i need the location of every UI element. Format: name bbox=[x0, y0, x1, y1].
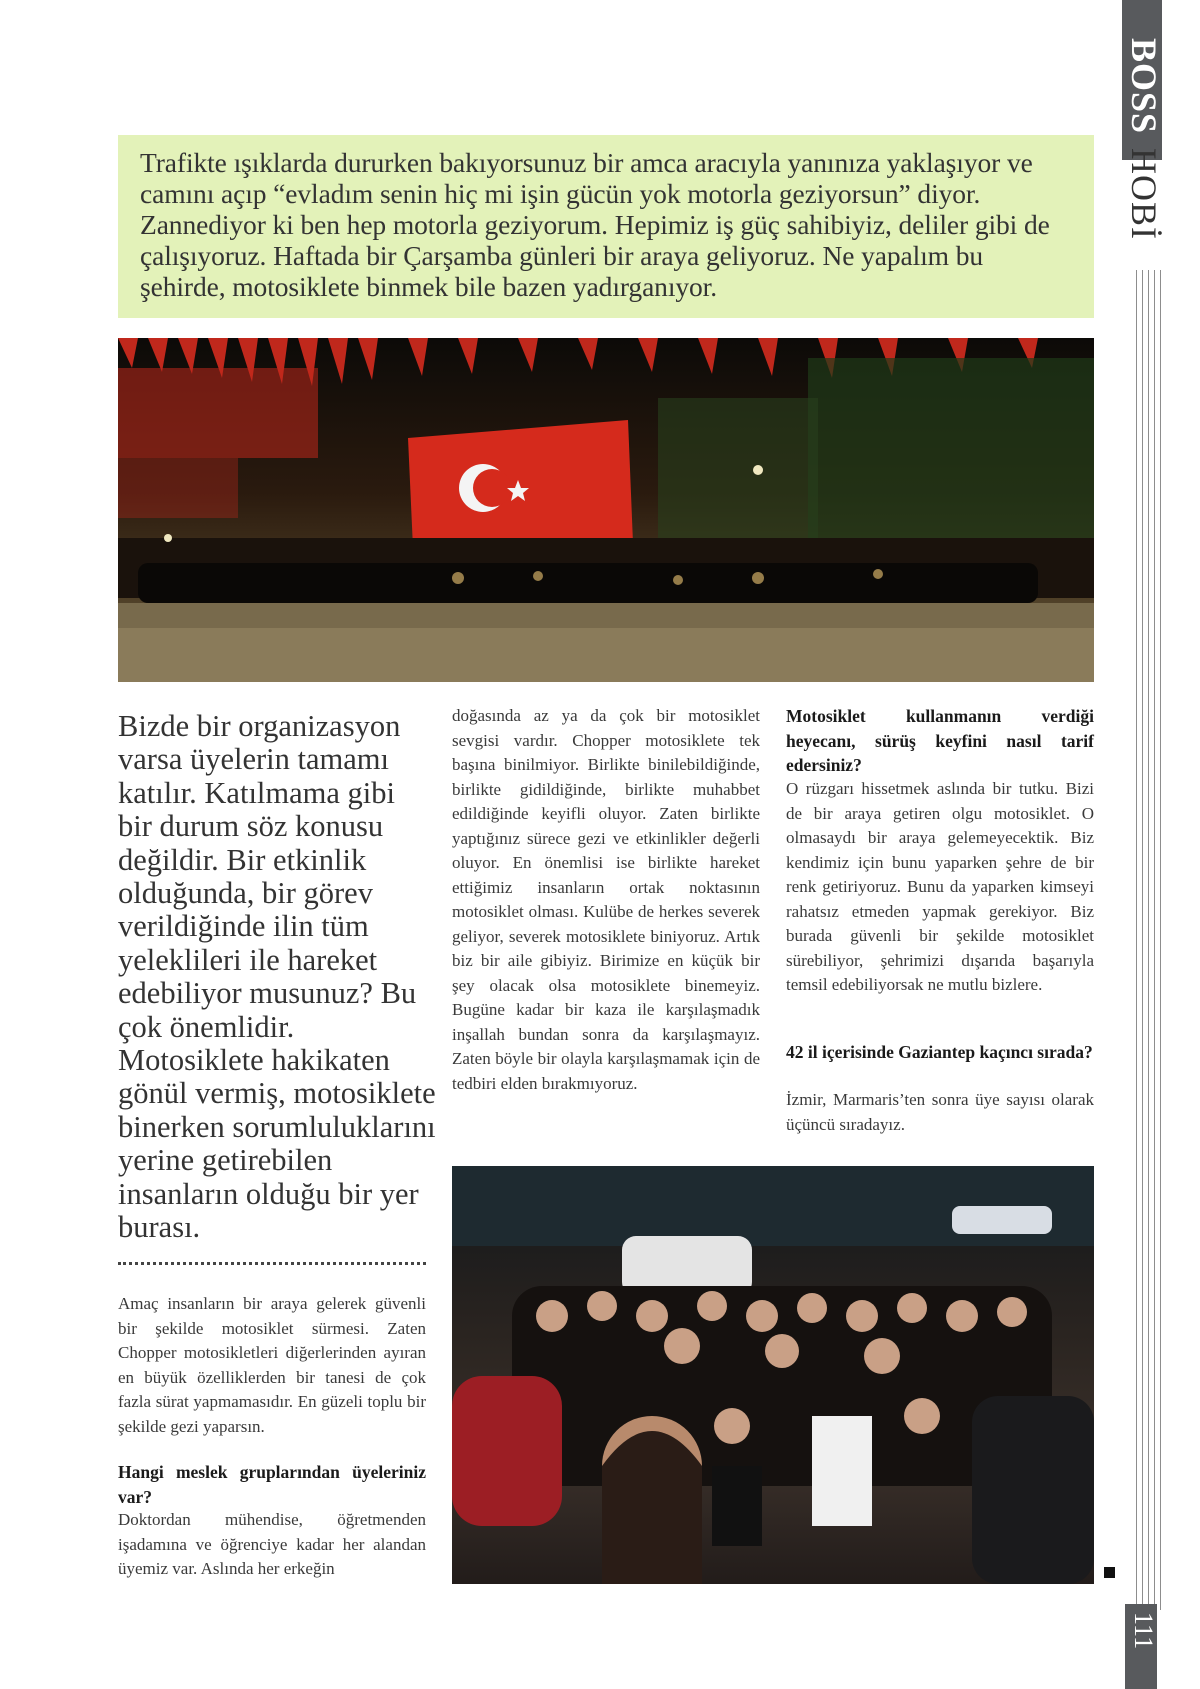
highlight-quote-text: Trafikte ışıklarda dururken bakıyorsunuz bir amca aracıyla yanınıza yaklaşıyor ve camını açıp “evladım senin hiç mi işin gücün yok motorla geziyorsun” diyor. Zannediyor ki ben hep motorla geziyorum. Hepimiz iş güç sahibiyiz, deliler gibi de çalışıyoruz. Haftada bir Çarşamba günleri bir araya geliyoruz. Ne yapalım bu şehirde, motosiklete binmek bile bazen yadırganıyor. bbox=[140, 147, 1050, 302]
brand-name: BOSS bbox=[1124, 38, 1164, 135]
column1-intro: Amaç insanların bir araya gelerek güvenli bir şekilde motosiklet sürmesi. Zaten Chopper motosikletleri diğerlerinden ayıran en büyük özelliklerden bir tanesi de çok fazla sürat yapmamasıdır. En güzeli toplu bir şekilde gezi yaparsın. bbox=[118, 1294, 426, 1436]
column1-answer: Doktordan mühendise, öğretmenden işadamına ve öğrenciye kadar her alandan üyemiz var. Aslında her erkeğin bbox=[118, 1510, 426, 1578]
highlight-quote-box bbox=[118, 135, 1094, 318]
dotted-divider bbox=[118, 1262, 426, 1265]
page-number: 111 bbox=[1129, 1612, 1158, 1650]
column3-question-1: Motosiklet kullanmanın verdiği heyecanı, sürüş keyfini nasıl tarif edersiniz? bbox=[786, 706, 1094, 775]
end-mark bbox=[1104, 1567, 1115, 1578]
sidebar-brand bbox=[1121, 38, 1165, 278]
column1-question: Hangi meslek gruplarından üyeleriniz var? bbox=[118, 1462, 426, 1507]
column3-answer-2: İzmir, Marmaris’ten sonra üye sayısı olarak üçüncü sıradayız. bbox=[786, 1090, 1094, 1134]
column3-answer-1: O rüzgarı hissetmek aslında bir tutku. Bizi de bir araya getiren olgu motosiklet. O olmasaydı bir araya gelemeyecektik. Biz kendimiz için bunu yaparken şehre de bir renk getiriyoruz. Bunu da yaparken kimseyi rahatsız etmeden yapmak gerekiyor. Biz burada güvenli bir şekilde motosiklet sürebiliyor, şehrimizi dışarıda başarıyla temsil edebiliyorsak ne mutlu bizlere. bbox=[786, 779, 1094, 994]
column2-text: doğasında az ya da çok bir motosiklet sevgisi vardır. Chopper motosiklete tek başına binilmiyor. Birlikte binilebildiğinde, birlikte gidildiğinde, birlikte muhabbet edildiğinde keyifli oluyor. Zaten birlikte yaptığınız sürece gezi ve etkinlikler değerli oluyor. En önemlisi ise birlikte hareket ettiğimiz insanların ortak noktasının motosiklet olması. Kulübe de herkes severek geliyor, severek motosiklete biniyoruz. Artık biz bir aile gibiyiz. Birimize en küçük bir şey olacak olsa motosiklete binemeyiz. Bugüne kadar bir kaza ile karşılaşmadık inşallah bundan sonra da karşılaşmayız. Zaten böyle bir olayla karşılaşmamak için de tedbiri elden bırakmıyoruz. bbox=[452, 706, 760, 1093]
sidebar-rules bbox=[1124, 270, 1164, 1610]
pull-quote: Bizde bir organizasyon varsa üyelerin tamamı katılır. Katılmama gibi bir durum söz konusu değildir. Bir etkinlik olduğunda, bir görev verildiğinde ilin tüm yeleklileri ile hareket edebiliyor musunuz? Bu çok önemlidir. Motosiklete hakikaten gönül vermiş, motosiklete binerken sorumluluklarını yerine getirebilen insanların olduğu bir yer burası. bbox=[118, 709, 436, 1245]
section-name: HOBİ bbox=[1124, 148, 1164, 241]
column3-question-2: 42 il içerisinde Gaziantep kaçıncı sırada? bbox=[786, 1042, 1093, 1062]
photo-motorcycle-gathering bbox=[118, 338, 1094, 682]
photo-group-selfie bbox=[452, 1166, 1094, 1584]
